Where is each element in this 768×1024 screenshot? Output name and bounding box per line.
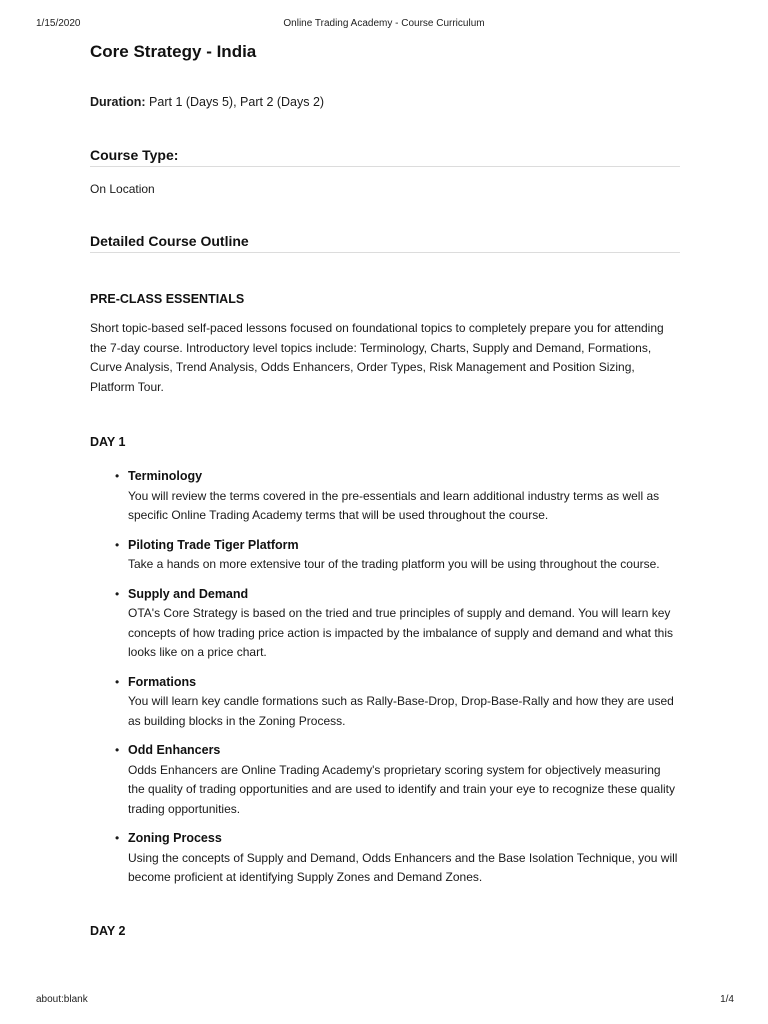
list-item bbox=[115, 829, 680, 888]
list-item bbox=[115, 536, 680, 575]
bullet-icon: • bbox=[115, 743, 120, 757]
topic-name: Supply and Demand bbox=[128, 586, 249, 601]
course-duration bbox=[90, 94, 680, 110]
topic-description: You will review the terms covered in the pre-essentials and learn additional industry terms as well as specific Online Trading Academy terms that will be used throughout the course. bbox=[128, 488, 660, 522]
print-header bbox=[0, 17, 768, 31]
day1-title: DAY 1 bbox=[90, 435, 126, 449]
outline-heading: Detailed Course Outline bbox=[90, 232, 680, 253]
topic-name: Formations bbox=[128, 674, 197, 689]
topic-name: Terminology bbox=[128, 469, 203, 483]
list-item bbox=[115, 585, 680, 663]
preclass-title: PRE-CLASS ESSENTIALS bbox=[90, 292, 245, 306]
course-title: Core Strategy - India bbox=[90, 42, 257, 61]
print-footer bbox=[0, 993, 768, 1007]
print-url: about:blank bbox=[36, 994, 88, 1005]
list-item bbox=[115, 673, 680, 732]
duration-value: Part 1 (Days 5), Part 2 (Days 2) bbox=[149, 95, 325, 109]
topic-description: You will learn key candle formations such as Rally-Base-Drop, Drop-Base-Rally and how they are used as building blocks in the Zoning Process. bbox=[128, 694, 674, 728]
bullet-icon: • bbox=[115, 469, 120, 483]
list-item bbox=[115, 741, 680, 819]
topic-description: Using the concepts of Supply and Demand, Odds Enhancers and the Base Isolation Technique, you will become proficient at identifying Supply Zones and Demand Zones. bbox=[128, 850, 678, 884]
print-date: 1/15/2020 bbox=[36, 18, 81, 29]
bullet-icon: • bbox=[115, 537, 120, 552]
bullet-icon: • bbox=[115, 831, 120, 845]
print-document-title: Online Trading Academy - Course Curriculum bbox=[283, 18, 485, 29]
topic-description: OTA's Core Strategy is based on the tried and true principles of supply and demand. You will learn key concepts of how trading price action is impacted by the imbalance of supply and demand and what this looks like on a price chart. bbox=[128, 606, 673, 659]
topic-name: Piloting Trade Tiger Platform bbox=[128, 537, 299, 552]
topic-description: Odds Enhancers are Online Trading Academy's proprietary scoring system for objectively measuring the quality of trading opportunities and are used to identify and train your eye to recognize these quality trading opportunities. bbox=[128, 762, 676, 816]
day2-title: DAY 2 bbox=[90, 923, 126, 938]
topic-description: Take a hands on more extensive tour of the trading platform you will be using throughout the course. bbox=[128, 557, 660, 571]
page-number: 1/4 bbox=[720, 994, 734, 1005]
list-item bbox=[115, 467, 680, 526]
course-type-value: On Location bbox=[90, 182, 155, 196]
day1-topic-list bbox=[90, 467, 680, 888]
bullet-icon: • bbox=[115, 586, 120, 601]
page-content bbox=[90, 40, 680, 939]
preclass-description: Short topic-based self-paced lessons focused on foundational topics to completely prepare you for attending the 7-day course. Introductory level topics include: Terminology, Charts, Supply and Demand, Formations, Curve Analysis, Trend Analysis, Odds Enhancers, Order Types, Risk Management and Position Sizing, Platform Tour. bbox=[90, 321, 664, 394]
course-type-heading: Course Type: bbox=[90, 146, 680, 167]
topic-name: Odd Enhancers bbox=[128, 743, 221, 757]
topic-name: Zoning Process bbox=[128, 831, 222, 845]
bullet-icon: • bbox=[115, 674, 120, 689]
duration-label: Duration: bbox=[90, 95, 146, 109]
